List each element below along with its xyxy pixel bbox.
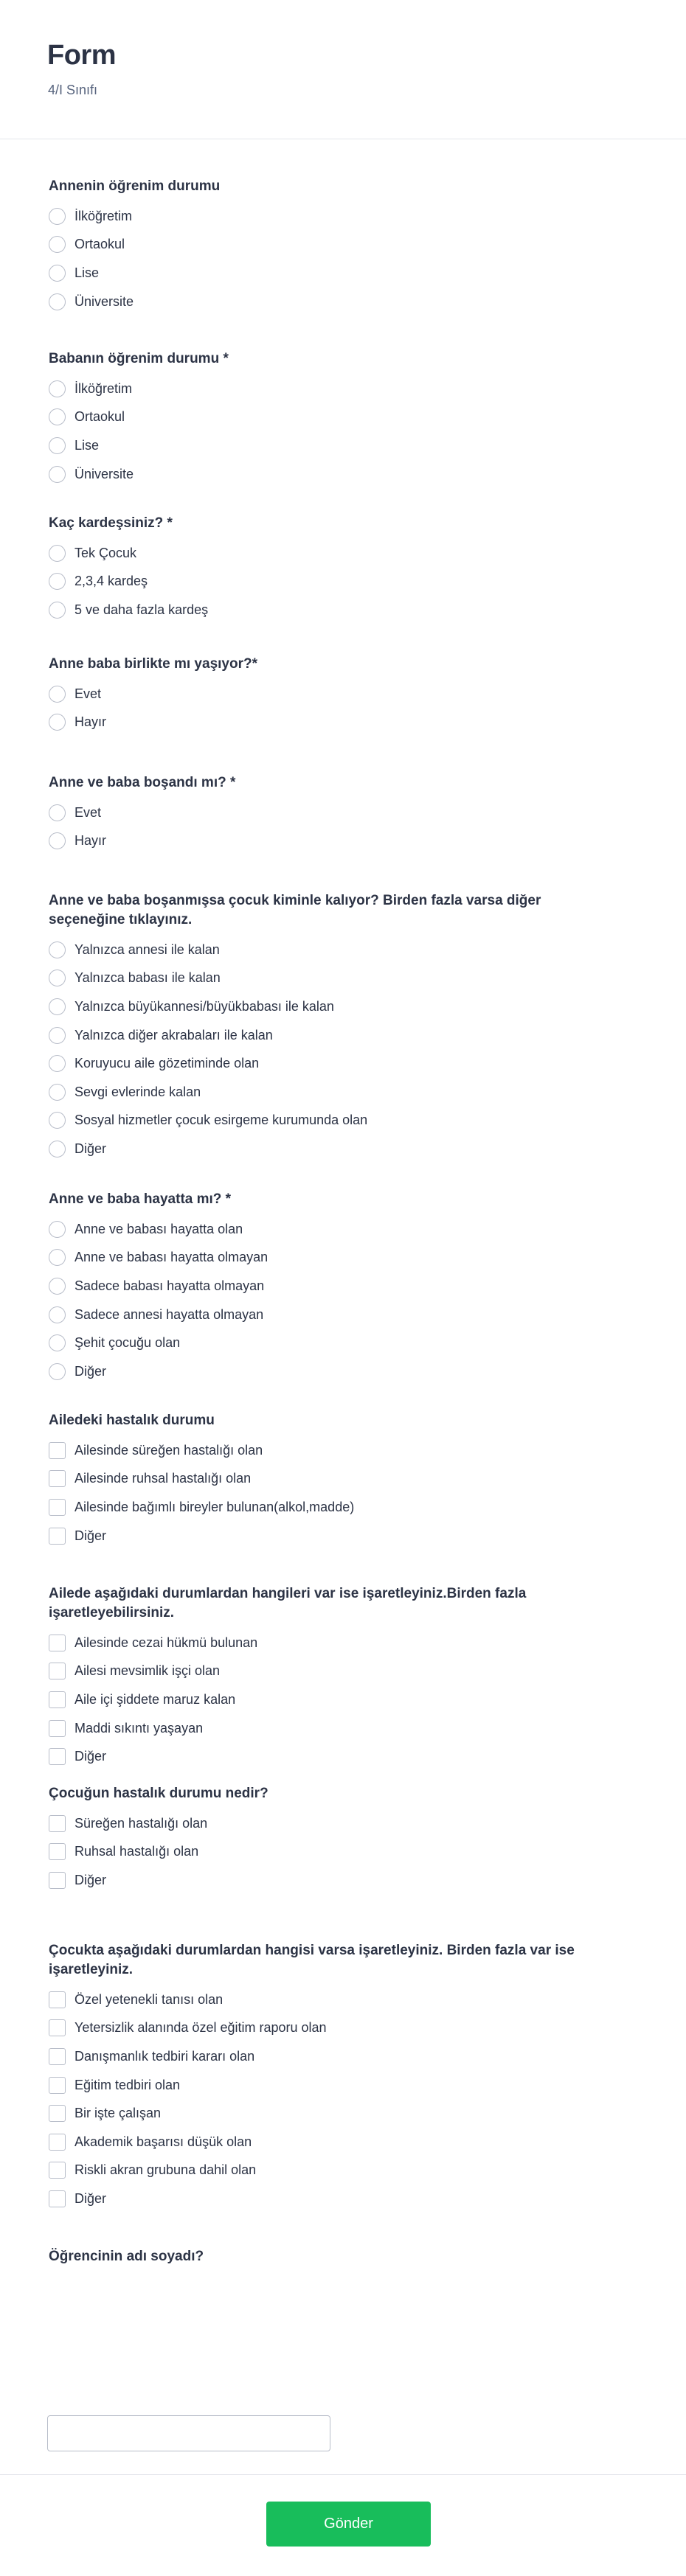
radio-button[interactable] [49,466,66,483]
checkbox[interactable] [49,1815,66,1832]
radio-button[interactable] [49,1027,66,1044]
radio-option[interactable] [49,1107,639,1135]
option-label: Koruyucu aile gözetiminde olan [75,1056,260,1071]
checkbox-option[interactable] [49,1465,639,1494]
question-block [49,773,639,855]
option-label: Üniversite [75,466,134,481]
radio-group [49,202,639,316]
radio-button[interactable] [49,998,66,1015]
question-block [49,177,639,316]
question-label: Çocuğun hastalık durumu nedir? [49,1786,268,1801]
checkbox[interactable] [49,1720,66,1737]
question-label: Anne baba birlikte mı yaşıyor?* [49,656,257,672]
radio-option[interactable] [49,288,639,316]
option-label: Aile içi şiddete maruz kalan [75,1691,236,1707]
radio-option[interactable] [49,539,639,568]
form-subtitle: 4/I Sınıfı [48,83,98,97]
checkbox-option[interactable] [49,2099,639,2128]
question-block [49,1411,639,1550]
option-label: Yalnızca annesi ile kalan [75,941,220,957]
checkbox-option[interactable] [49,2071,639,2100]
checkbox-option[interactable] [49,1742,639,1771]
radio-group [49,936,639,1163]
checkbox[interactable] [49,2077,66,2094]
option-label: Eğitim tedbiri olan [75,2077,181,2092]
checkbox-option[interactable] [49,1629,639,1657]
option-label: Ortaokul [75,409,125,425]
radio-option[interactable] [49,202,639,231]
option-label: Evet [75,804,102,820]
radio-button[interactable] [49,545,66,562]
checkbox-option[interactable] [49,1685,639,1714]
radio-group [49,798,639,855]
radio-option[interactable] [49,1329,639,1357]
radio-option[interactable] [49,680,639,709]
option-label: Ailesinde süreğen hastalığı olan [75,1442,263,1458]
checkbox[interactable] [49,1991,66,2008]
question-block [49,514,639,624]
form-title: Form [47,40,116,71]
option-label: 5 ve daha fazla kardeş [75,602,209,617]
checkbox-group [49,1629,639,1771]
checkbox-option[interactable] [49,1838,639,1867]
radio-button[interactable] [49,265,66,282]
option-label: Diğer [75,1872,107,1887]
option-label: Yalnızca babası ile kalan [75,970,221,986]
radio-option[interactable] [49,259,639,288]
form-footer [0,2474,686,2576]
radio-button[interactable] [49,1249,66,1266]
radio-button[interactable] [49,1055,66,1072]
radio-button[interactable] [49,714,66,731]
radio-option[interactable] [49,1301,639,1329]
question-label: Anne ve baba boşanmışsa çocuk kiminle kalıyor? Birden fazla varsa diğer seçeneğine tıklayınız. [49,893,541,927]
option-label: Lise [75,437,100,453]
radio-option[interactable] [49,827,639,856]
radio-button[interactable] [49,1363,66,1380]
radio-option[interactable] [49,403,639,432]
option-label: Ortaokul [75,237,125,252]
option-label: Hayır [75,714,107,730]
option-label: Ailesi mevsimlik işçi olan [75,1663,221,1679]
option-label: Yalnızca diğer akrabaları ile kalan [75,1027,273,1042]
question-label: Anne ve baba boşandı mı? * [49,775,236,790]
radio-button[interactable] [49,293,66,310]
option-label: İlköğretim [75,380,133,396]
option-label: Diğer [75,1749,107,1764]
radio-option[interactable] [49,992,639,1021]
submit-button[interactable]: Gönder [266,2502,431,2547]
question-label: Öğrencinin adı soyadı? [49,2249,204,2264]
option-label: Anne ve babası hayatta olan [75,1221,243,1236]
radio-button[interactable] [49,236,66,253]
checkbox-option[interactable] [49,2156,639,2185]
radio-group [49,680,639,737]
checkbox-option[interactable] [49,2014,639,2043]
radio-button[interactable] [49,1334,66,1351]
checkbox[interactable] [49,1442,66,1459]
radio-button[interactable] [49,1221,66,1238]
checkbox[interactable] [49,1843,66,1860]
checkbox[interactable] [49,1635,66,1651]
checkbox[interactable] [49,2048,66,2065]
radio-button[interactable] [49,573,66,590]
checkbox-option[interactable] [49,1657,639,1686]
radio-button[interactable] [49,832,66,849]
option-label: Süreğen hastalığı olan [75,1815,208,1831]
option-label: Ruhsal hastalığı olan [75,1844,199,1859]
radio-option[interactable] [49,375,639,403]
radio-option[interactable] [49,568,639,596]
radio-option[interactable] [49,1021,639,1050]
option-label: Hayır [75,833,107,849]
option-label: Maddi sıkıntı yaşayan [75,1720,204,1736]
checkbox[interactable] [49,1872,66,1889]
checkbox[interactable] [49,2162,66,2179]
radio-button[interactable] [49,804,66,821]
radio-button[interactable] [49,1306,66,1323]
radio-option[interactable] [49,1078,639,1107]
radio-button[interactable] [49,1278,66,1295]
option-label: Evet [75,686,102,701]
option-label: 2,3,4 kardeş [75,574,148,589]
radio-button[interactable] [49,686,66,703]
option-label: Akademik başarısı düşük olan [75,2134,252,2149]
question-block [49,655,639,737]
radio-option[interactable] [49,936,639,964]
radio-option[interactable] [49,460,639,489]
radio-option[interactable] [49,431,639,460]
radio-button[interactable] [49,602,66,619]
checkbox[interactable] [49,1691,66,1708]
option-label: Ailesinde bağımlı bireyler bulunan(alkol,madde) [75,1499,355,1514]
checkbox[interactable] [49,1528,66,1545]
question-block [49,1584,639,1771]
radio-option[interactable] [49,1244,639,1273]
option-label: Diğer [75,1363,107,1379]
radio-group [49,1215,639,1386]
option-label: Yalnızca büyükannesi/büyükbabası ile kalan [75,998,334,1014]
option-label: Özel yetenekli tanısı olan [75,1991,224,2007]
radio-button[interactable] [49,1141,66,1158]
option-label: Riskli akran grubuna dahil olan [75,2162,257,2178]
radio-group [49,539,639,624]
radio-group [49,375,639,488]
radio-option[interactable] [49,596,639,624]
checkbox-group [49,1985,639,2213]
checkbox-option[interactable] [49,1866,639,1895]
radio-option[interactable] [49,1215,639,1244]
checkbox-option[interactable] [49,1436,639,1465]
option-label: Sadece babası hayatta olmayan [75,1278,265,1293]
option-label: Diğer [75,2190,107,2206]
student-name-input[interactable] [47,2415,330,2451]
checkbox-group [49,1809,639,1895]
option-label: Bir işte çalışan [75,2106,162,2121]
checkbox-option[interactable] [49,1714,639,1743]
option-label: Ailesinde cezai hükmü bulunan [75,1635,258,1650]
checkbox[interactable] [49,2190,66,2207]
radio-option[interactable] [49,1357,639,1386]
radio-button[interactable] [49,437,66,454]
checkbox-option[interactable] [49,1985,639,2014]
option-label: Diğer [75,1528,107,1543]
question-block [49,1941,639,2213]
checkbox[interactable] [49,1748,66,1765]
radio-option[interactable] [49,964,639,993]
checkbox-option[interactable] [49,1493,639,1522]
checkbox[interactable] [49,2134,66,2151]
option-label: Tek Çocuk [75,545,137,560]
option-label: Şehit çocuğu olan [75,1335,181,1351]
question-block [49,1784,639,1895]
question-block [49,2247,639,2266]
checkbox[interactable] [49,1499,66,1516]
checkbox[interactable] [49,1470,66,1487]
option-label: İlköğretim [75,208,133,223]
radio-option[interactable] [49,798,639,827]
checkbox[interactable] [49,2019,66,2036]
question-label: Çocukta aşağıdaki durumlardan hangisi varsa işaretleyiniz. Birden fazla var ise işaretleyiniz. [49,1943,575,1977]
question-label: Kaç kardeşsiniz? * [49,515,173,531]
question-label: Annenin öğrenim durumu [49,178,221,194]
checkbox[interactable] [49,1663,66,1679]
radio-button[interactable] [49,408,66,425]
option-label: Lise [75,265,100,280]
option-label: Sevgi evlerinde kalan [75,1084,201,1099]
checkbox-option[interactable] [49,2042,639,2071]
radio-option[interactable] [49,231,639,260]
checkbox[interactable] [49,2105,66,2122]
question-label: Ailedeki hastalık durumu [49,1413,215,1428]
option-label: Sadece annesi hayatta olmayan [75,1306,264,1322]
radio-button[interactable] [49,970,66,986]
option-label: Yetersizlik alanında özel eğitim raporu olan [75,2020,327,2036]
radio-button[interactable] [49,941,66,958]
question-label: Anne ve baba hayatta mı? * [49,1191,232,1207]
checkbox-option[interactable] [49,2128,639,2156]
option-label: Ailesinde ruhsal hastalığı olan [75,1471,252,1486]
checkbox-option[interactable] [49,1522,639,1550]
question-block [49,891,639,1163]
question-label: Ailede aşağıdaki durumlardan hangileri var ise işaretleyiniz.Birden fazla işaretleyebilirsiniz. [49,1586,527,1621]
radio-button[interactable] [49,1084,66,1101]
radio-button[interactable] [49,380,66,397]
option-label: Diğer [75,1141,107,1156]
checkbox-option[interactable] [49,1809,639,1838]
question-block [49,349,639,488]
checkbox-group [49,1436,639,1550]
option-label: Sosyal hizmetler çocuk esirgeme kurumunda olan [75,1113,368,1128]
checkbox-option[interactable] [49,2185,639,2213]
option-label: Anne ve babası hayatta olmayan [75,1250,268,1265]
radio-option[interactable] [49,1272,639,1301]
radio-button[interactable] [49,208,66,225]
radio-option[interactable] [49,1049,639,1078]
radio-option[interactable] [49,1135,639,1163]
radio-button[interactable] [49,1112,66,1129]
radio-option[interactable] [49,709,639,737]
question-block [49,1190,639,1386]
option-label: Üniversite [75,293,134,309]
question-label: Babanın öğrenim durumu * [49,351,229,366]
option-label: Danışmanlık tedbiri kararı olan [75,2048,255,2064]
form-header [0,0,686,139]
